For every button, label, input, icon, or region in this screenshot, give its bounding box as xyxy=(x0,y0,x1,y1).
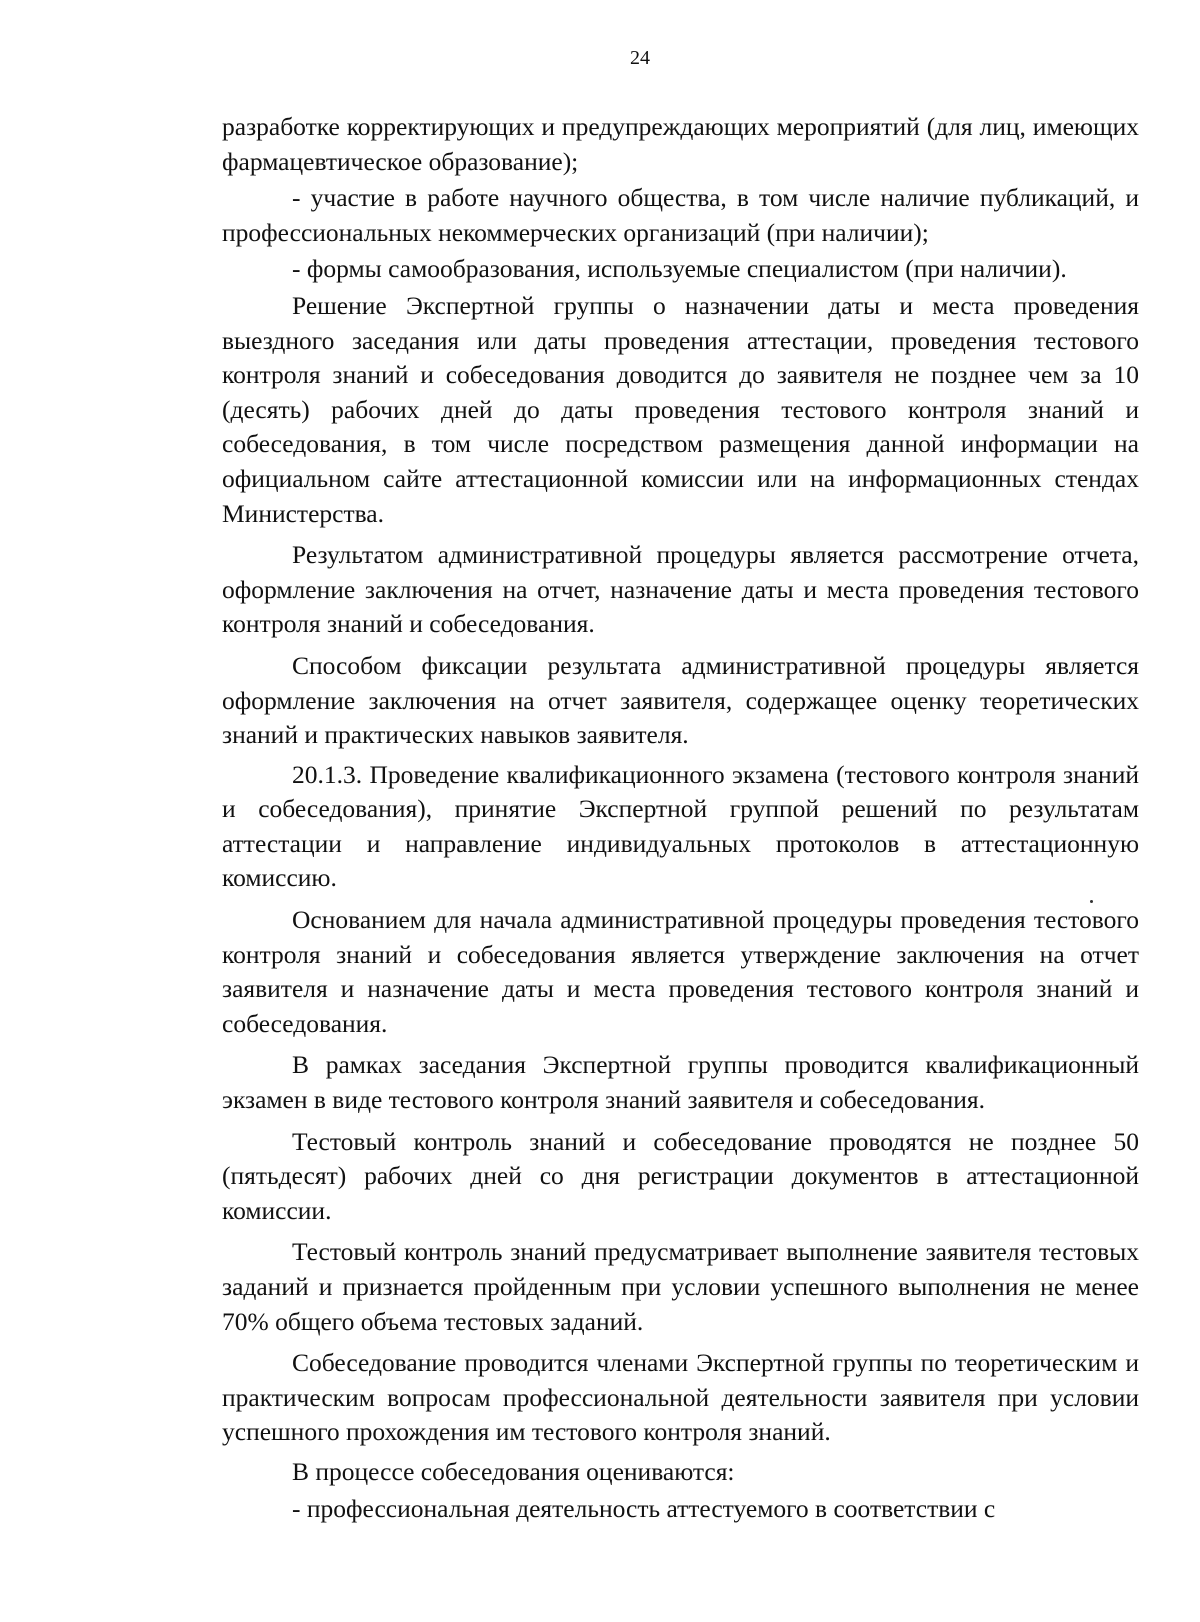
paragraph-interview-evaluated: В процессе собеседования оцениваются: xyxy=(292,1456,735,1486)
paragraph-expert-group-decision: Решение Экспертной группы о назначении даты и места проведения выездного заседания или даты проведения аттестации, проведения тестового контроля знаний и собеседования доводится до заявителя не позднее чем за 10 (десять) рабочих дней до даты проведения тестового контроля знаний и собеседования, в том числе посредством размещения данной информации на официальном сайте аттестационной комиссии или на информационных стендах Министерства. xyxy=(222,290,1139,528)
paragraph-test-requirements: Тестовый контроль знаний предусматривает выполнение заявителя тестовых заданий и признается пройденным при условии успешного выполнения не менее 70% общего объема тестовых заданий. xyxy=(222,1237,1139,1336)
paragraph-section-20-1-3: 20.1.3. Проведение квалификационного экзамена (тестового контроля знаний и собеседования), принятие Экспертной группой решений по результатам аттестации и направление индивидуальных протоколов в аттестационную комиссию. xyxy=(222,759,1139,893)
paragraph-procedure-basis: Основанием для начала административной процедуры проведения тестового контроля знаний и собеседования является утверждение заключения на отчет заявителя и назначение даты и места проведения тестового контроля знаний и собеседования. xyxy=(222,905,1139,1038)
page-number: 24 xyxy=(630,47,650,69)
list-item-scientific-society: - участие в работе научного общества, в том числе наличие публикаций, и профессиональных некоммерческих организаций (при наличии); xyxy=(222,183,1139,247)
list-item-professional-activity: - профессиональная деятельность аттестуемого в соответствии с xyxy=(292,1493,996,1523)
paragraph-continuation: разработке корректирующих и предупреждающих мероприятий (для лиц, имеющих фармацевтическое образование); xyxy=(222,112,1139,176)
paragraph-fixation-method: Способом фиксации результата административной процедуры является оформление заключения на отчет заявителя, содержащее оценку теоретических знаний и практических навыков заявителя. xyxy=(222,650,1139,750)
document-body xyxy=(222,110,1139,1526)
scan-speck xyxy=(1090,900,1093,903)
list-item-self-education: - формы самообразования, используемые специалистом (при наличии). xyxy=(292,254,1067,284)
paragraph-interview: Собеседование проводится членами Экспертной группы по теоретическим и практическим вопросам профессиональной деятельности заявителя при условии успешного прохождения им тестового контроля знаний. xyxy=(222,1348,1139,1447)
paragraph-test-deadline: Тестовый контроль знаний и собеседование проводятся не позднее 50 (пятьдесят) рабочих дней со дня регистрации документов в аттестационной комиссии. xyxy=(222,1126,1139,1225)
paragraph-procedure-result: Результатом административной процедуры является рассмотрение отчета, оформление заключения на отчет, назначение даты и места проведения тестового контроля знаний и собеседования. xyxy=(222,540,1139,639)
paragraph-qualification-exam: В рамках заседания Экспертной группы проводится квалификационный экзамен в виде тестового контроля знаний заявителя и собеседования. xyxy=(222,1050,1139,1115)
